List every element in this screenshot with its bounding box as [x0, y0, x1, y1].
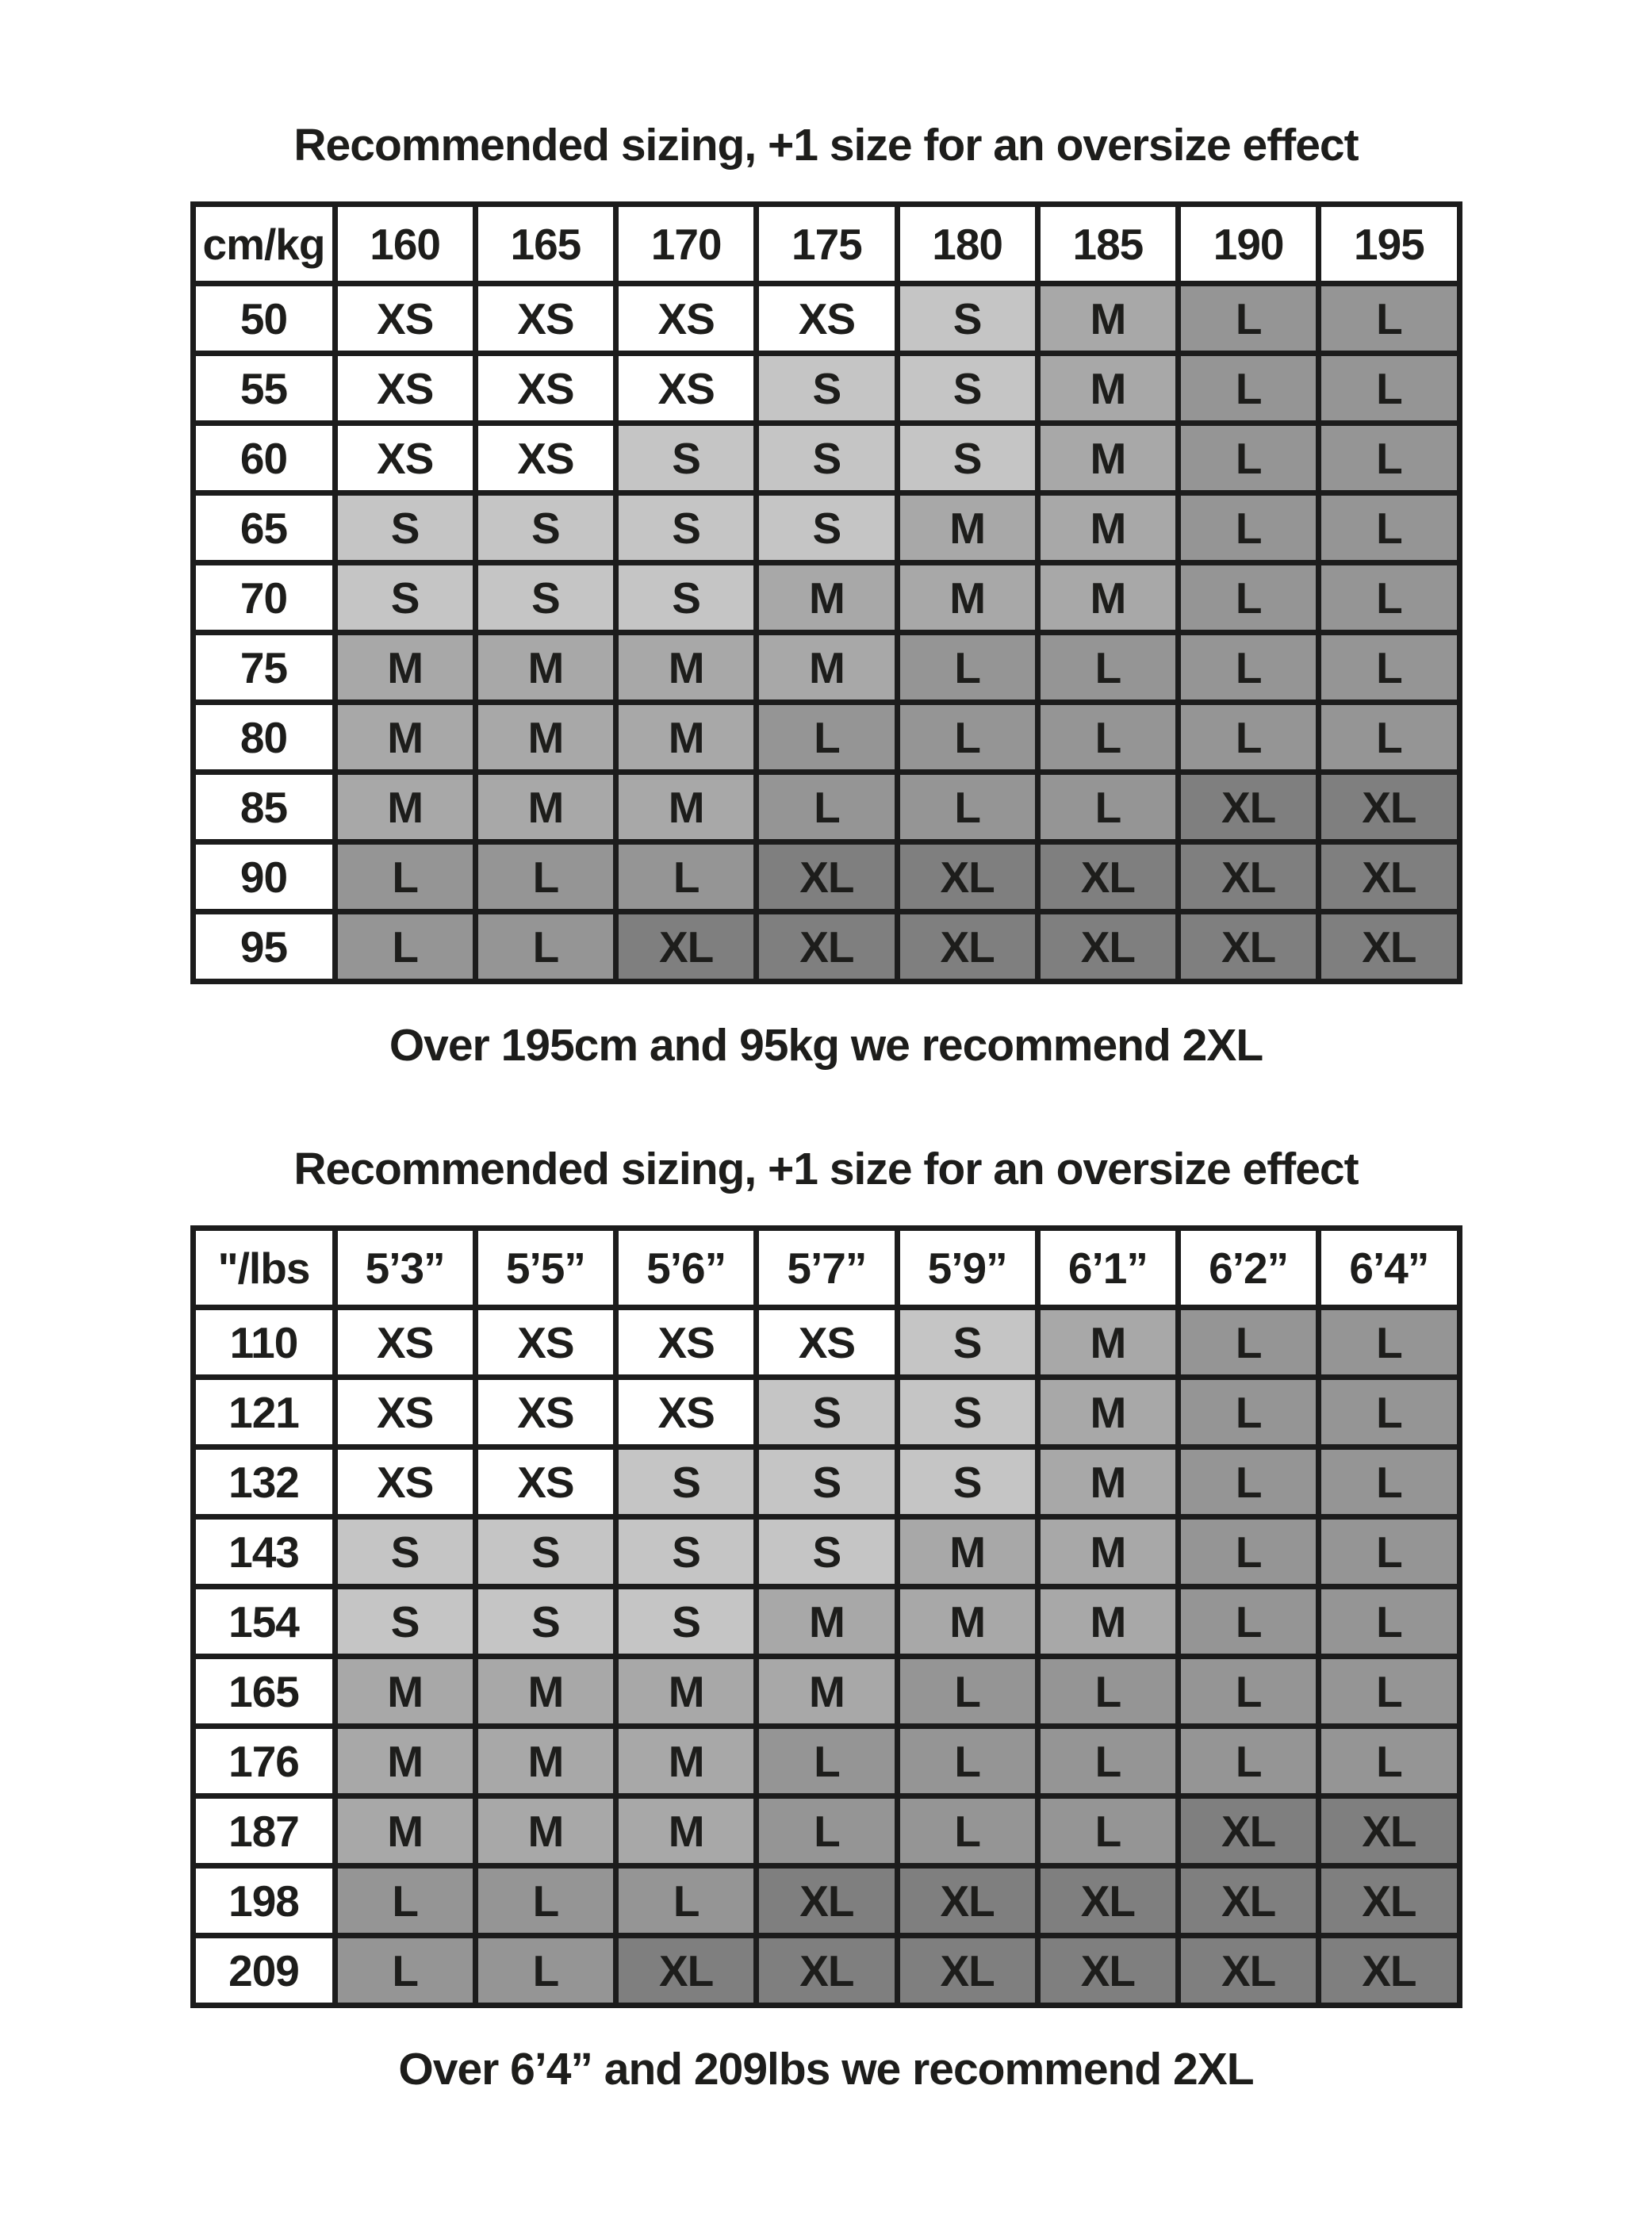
column-header: 6’4” — [1319, 1228, 1459, 1308]
row-label: 143 — [193, 1517, 335, 1587]
size-cell: XL — [1319, 912, 1459, 982]
size-cell: XS — [335, 284, 475, 354]
size-table-metric — [190, 201, 1462, 984]
size-cell: M — [897, 493, 1037, 563]
size-cell: L — [616, 842, 757, 912]
row-label: 176 — [193, 1727, 335, 1796]
size-cell: L — [1179, 1447, 1319, 1517]
size-cell: S — [475, 493, 615, 563]
size-cell: XL — [1037, 912, 1178, 982]
size-cell: M — [335, 772, 475, 842]
size-cell: XS — [475, 1308, 615, 1378]
size-cell: XL — [1179, 1936, 1319, 2006]
size-cell: S — [757, 424, 897, 493]
row-label: 209 — [193, 1936, 335, 2006]
size-cell: L — [1037, 703, 1178, 772]
chart-footnote: Over 6’4” and 209lbs we recommend 2XL — [398, 2044, 1254, 2095]
size-cell: L — [475, 842, 615, 912]
size-cell: XS — [475, 284, 615, 354]
size-cell: L — [1037, 1796, 1178, 1866]
size-cell: M — [616, 633, 757, 703]
column-header: 180 — [897, 205, 1037, 284]
corner-header: cm/kg — [193, 205, 335, 284]
size-chart-section-metric — [0, 119, 1652, 1071]
size-cell: M — [757, 633, 897, 703]
size-cell: XL — [757, 912, 897, 982]
size-cell: L — [1179, 424, 1319, 493]
table-row — [193, 563, 1459, 633]
size-cell: L — [897, 1657, 1037, 1727]
size-cell: M — [616, 1796, 757, 1866]
size-cell: XL — [1179, 1796, 1319, 1866]
size-cell: XS — [475, 1447, 615, 1517]
table-row — [193, 1517, 1459, 1587]
size-cell: XL — [897, 1866, 1037, 1936]
size-cell: S — [897, 1378, 1037, 1447]
column-header: 195 — [1319, 205, 1459, 284]
column-header: 190 — [1179, 205, 1319, 284]
size-cell: S — [475, 563, 615, 633]
row-label: 90 — [193, 842, 335, 912]
size-cell: M — [616, 703, 757, 772]
row-label: 121 — [193, 1378, 335, 1447]
size-cell: L — [1179, 1587, 1319, 1657]
size-cell: L — [1037, 1727, 1178, 1796]
size-cell: S — [757, 1447, 897, 1517]
size-cell: M — [1037, 1517, 1178, 1587]
size-cell: XL — [1179, 912, 1319, 982]
size-cell: S — [616, 1517, 757, 1587]
column-header: 5’9” — [897, 1228, 1037, 1308]
size-cell: XL — [1037, 842, 1178, 912]
size-cell: L — [1179, 354, 1319, 424]
size-cell: L — [1037, 772, 1178, 842]
size-cell: L — [1179, 1308, 1319, 1378]
table-row — [193, 912, 1459, 982]
size-cell: M — [1037, 284, 1178, 354]
size-cell: S — [757, 1517, 897, 1587]
row-label: 75 — [193, 633, 335, 703]
size-cell: M — [335, 1796, 475, 1866]
row-label: 65 — [193, 493, 335, 563]
size-cell: XL — [1319, 1796, 1459, 1866]
row-label: 60 — [193, 424, 335, 493]
size-cell: M — [757, 1657, 897, 1727]
column-header: 6’1” — [1037, 1228, 1178, 1308]
column-header: 160 — [335, 205, 475, 284]
size-cell: XL — [616, 1936, 757, 2006]
size-cell: M — [1037, 354, 1178, 424]
size-cell: L — [335, 1866, 475, 1936]
size-cell: L — [1319, 354, 1459, 424]
size-cell: S — [897, 424, 1037, 493]
size-cell: L — [335, 912, 475, 982]
size-cell: S — [897, 1308, 1037, 1378]
size-cell: M — [1037, 1587, 1178, 1657]
size-cell: XS — [335, 1447, 475, 1517]
table-row — [193, 842, 1459, 912]
size-cell: L — [1319, 1378, 1459, 1447]
size-cell: L — [1319, 1517, 1459, 1587]
table-row — [193, 354, 1459, 424]
column-header: 5’6” — [616, 1228, 757, 1308]
table-row — [193, 1587, 1459, 1657]
size-cell: XS — [475, 424, 615, 493]
size-cell: L — [1179, 703, 1319, 772]
size-cell: M — [475, 1796, 615, 1866]
size-cell: L — [897, 633, 1037, 703]
table-row — [193, 284, 1459, 354]
row-label: 95 — [193, 912, 335, 982]
size-cell: XL — [897, 1936, 1037, 2006]
size-cell: XS — [335, 1378, 475, 1447]
size-cell: L — [1319, 1657, 1459, 1727]
size-cell: L — [475, 912, 615, 982]
table-row — [193, 1447, 1459, 1517]
size-cell: S — [616, 1447, 757, 1517]
size-cell: XS — [757, 1308, 897, 1378]
size-cell: L — [1179, 1517, 1319, 1587]
size-cell: L — [1179, 493, 1319, 563]
header-row — [193, 1228, 1459, 1308]
size-cell: L — [1179, 1727, 1319, 1796]
size-cell: XS — [616, 354, 757, 424]
size-cell: L — [1179, 1657, 1319, 1727]
size-cell: S — [616, 424, 757, 493]
row-label: 154 — [193, 1587, 335, 1657]
size-cell: L — [897, 1727, 1037, 1796]
table-row — [193, 493, 1459, 563]
size-cell: S — [616, 563, 757, 633]
size-cell: XL — [1319, 1866, 1459, 1936]
table-row — [193, 1866, 1459, 1936]
size-cell: L — [897, 703, 1037, 772]
size-cell: L — [757, 703, 897, 772]
size-cell: XS — [335, 424, 475, 493]
size-table-imperial — [190, 1225, 1462, 2008]
size-cell: M — [335, 1657, 475, 1727]
size-cell: XL — [1179, 1866, 1319, 1936]
column-header: 170 — [616, 205, 757, 284]
size-cell: XL — [757, 1936, 897, 2006]
size-cell: S — [757, 1378, 897, 1447]
size-cell: L — [1037, 633, 1178, 703]
size-cell: L — [1179, 563, 1319, 633]
table-row — [193, 1727, 1459, 1796]
size-cell: L — [1037, 1657, 1178, 1727]
size-cell: L — [1319, 1447, 1459, 1517]
size-cell: L — [1179, 284, 1319, 354]
size-cell: L — [1179, 633, 1319, 703]
size-cell: XS — [475, 1378, 615, 1447]
row-label: 80 — [193, 703, 335, 772]
size-cell: M — [1037, 424, 1178, 493]
size-cell: XL — [897, 912, 1037, 982]
size-cell: XL — [757, 1866, 897, 1936]
table-row — [193, 1308, 1459, 1378]
table-row — [193, 703, 1459, 772]
size-cell: M — [1037, 563, 1178, 633]
size-cell: M — [757, 1587, 897, 1657]
size-cell: L — [475, 1936, 615, 2006]
size-cell: S — [335, 563, 475, 633]
column-header: 185 — [1037, 205, 1178, 284]
size-cell: L — [1319, 703, 1459, 772]
table-row — [193, 1936, 1459, 2006]
column-header: 165 — [475, 205, 615, 284]
row-label: 132 — [193, 1447, 335, 1517]
size-cell: XS — [335, 354, 475, 424]
size-cell: S — [897, 284, 1037, 354]
row-label: 85 — [193, 772, 335, 842]
column-header: 5’5” — [475, 1228, 615, 1308]
size-cell: M — [616, 1727, 757, 1796]
size-cell: M — [757, 563, 897, 633]
size-cell: M — [897, 1587, 1037, 1657]
table-row — [193, 1378, 1459, 1447]
size-cell: L — [757, 772, 897, 842]
size-cell: L — [897, 772, 1037, 842]
size-cell: M — [1037, 493, 1178, 563]
size-cell: L — [897, 1796, 1037, 1866]
size-cell: M — [616, 1657, 757, 1727]
size-cell: S — [616, 1587, 757, 1657]
size-cell: M — [335, 703, 475, 772]
size-cell: S — [757, 354, 897, 424]
table-row — [193, 1796, 1459, 1866]
size-cell: L — [616, 1866, 757, 1936]
row-label: 187 — [193, 1796, 335, 1866]
size-cell: L — [757, 1796, 897, 1866]
table-row — [193, 772, 1459, 842]
table-row — [193, 633, 1459, 703]
row-label: 165 — [193, 1657, 335, 1727]
row-label: 198 — [193, 1866, 335, 1936]
size-cell: L — [1319, 424, 1459, 493]
column-header: 6’2” — [1179, 1228, 1319, 1308]
size-cell: L — [1319, 1308, 1459, 1378]
size-cell: XL — [616, 912, 757, 982]
size-cell: S — [757, 493, 897, 563]
size-cell: XS — [757, 284, 897, 354]
size-cell: M — [1037, 1378, 1178, 1447]
size-cell: M — [335, 1727, 475, 1796]
size-cell: S — [475, 1587, 615, 1657]
column-header: 175 — [757, 205, 897, 284]
column-header: 5’7” — [757, 1228, 897, 1308]
size-cell: M — [475, 633, 615, 703]
size-cell: XS — [475, 354, 615, 424]
size-cell: M — [475, 772, 615, 842]
size-cell: L — [1319, 493, 1459, 563]
size-cell: XS — [616, 284, 757, 354]
size-cell: L — [1319, 1727, 1459, 1796]
size-cell: XL — [897, 842, 1037, 912]
size-cell: XS — [616, 1308, 757, 1378]
size-chart-section-imperial — [0, 1143, 1652, 2095]
size-cell: S — [335, 1517, 475, 1587]
row-label: 50 — [193, 284, 335, 354]
row-label: 70 — [193, 563, 335, 633]
size-cell: L — [1319, 284, 1459, 354]
size-cell: XL — [1179, 772, 1319, 842]
size-cell: M — [897, 563, 1037, 633]
size-cell: S — [335, 493, 475, 563]
size-cell: M — [475, 1657, 615, 1727]
table-row — [193, 1657, 1459, 1727]
size-cell: XL — [757, 842, 897, 912]
size-cell: M — [475, 1727, 615, 1796]
row-label: 110 — [193, 1308, 335, 1378]
size-cell: S — [616, 493, 757, 563]
size-cell: L — [1319, 633, 1459, 703]
size-cell: XL — [1179, 842, 1319, 912]
size-cell: L — [1319, 1587, 1459, 1657]
size-cell: L — [335, 842, 475, 912]
chart-title: Recommended sizing, +1 size for an oversize effect — [293, 1144, 1359, 1194]
size-cell: S — [475, 1517, 615, 1587]
size-cell: S — [335, 1587, 475, 1657]
size-cell: L — [757, 1727, 897, 1796]
size-cell: M — [1037, 1447, 1178, 1517]
size-cell: XL — [1319, 772, 1459, 842]
size-cell: S — [897, 1447, 1037, 1517]
size-cell: M — [616, 772, 757, 842]
size-cell: XL — [1037, 1866, 1178, 1936]
size-cell: XL — [1319, 1936, 1459, 2006]
size-cell: S — [897, 354, 1037, 424]
size-cell: XS — [335, 1308, 475, 1378]
size-cell: M — [897, 1517, 1037, 1587]
size-cell: L — [1179, 1378, 1319, 1447]
corner-header: "/lbs — [193, 1228, 335, 1308]
size-cell: XS — [616, 1378, 757, 1447]
size-cell: L — [335, 1936, 475, 2006]
row-label: 55 — [193, 354, 335, 424]
size-cell: L — [475, 1866, 615, 1936]
size-cell: M — [1037, 1308, 1178, 1378]
size-cell: L — [1319, 563, 1459, 633]
chart-title: Recommended sizing, +1 size for an oversize effect — [293, 120, 1359, 171]
header-row — [193, 205, 1459, 284]
size-cell: M — [475, 703, 615, 772]
column-header: 5’3” — [335, 1228, 475, 1308]
size-cell: XL — [1319, 842, 1459, 912]
table-row — [193, 424, 1459, 493]
chart-footnote: Over 195cm and 95kg we recommend 2XL — [389, 1020, 1263, 1071]
size-cell: M — [335, 633, 475, 703]
size-cell: XL — [1037, 1936, 1178, 2006]
